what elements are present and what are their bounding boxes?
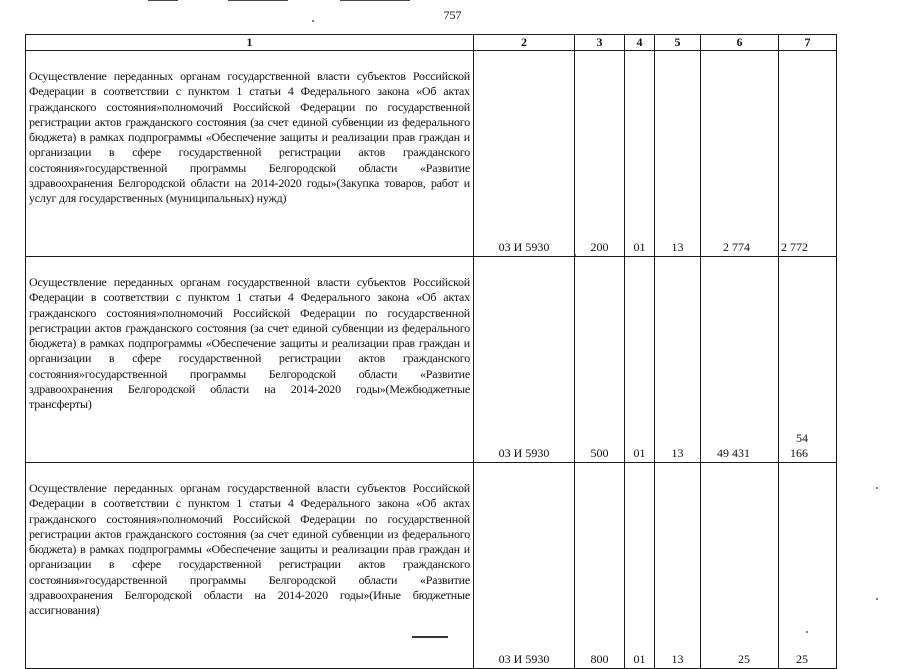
column-header: 6 [701, 35, 779, 51]
scan-edge-mark [340, 0, 410, 1]
scan-edge-mark [148, 0, 178, 1]
page-number: 757 [443, 8, 462, 22]
column-header: 4 [625, 35, 655, 51]
table-row [26, 463, 837, 669]
expense-type-code: 500 [575, 257, 625, 463]
section-code: 01 [625, 463, 655, 669]
column-header: 3 [575, 35, 625, 51]
subsection-code: 13 [655, 51, 701, 257]
scan-speck [876, 487, 878, 489]
expense-type-code: 800 [575, 463, 625, 669]
target-article-code: 03 И 5930 [474, 51, 575, 257]
subsection-code: 13 [655, 257, 701, 463]
header-row [26, 35, 837, 51]
scan-speck [876, 598, 878, 600]
column-header: 5 [655, 35, 701, 51]
budget-table [25, 34, 837, 669]
scan-edge-mark [228, 0, 288, 1]
row-description: Осуществление переданных органам государственной власти субъектов Российской Федерации в соответствии с пунктом 1 статьи 4 Федерального закона «Об актах гражданского состояния»полномочий Российской Федерации по государственной регистрации актов гражданского состояния (за счет единой субвенции из федерального бюджета) в рамках подпрограммы «Обеспечение защиты и реализации прав граждан и организации в сфере государственной регистрации актов гражданского состояния»государственной программы Белгородской области «Развитие здравоохранения Белгородской области на 2014-2020 годы»(Межбюджетные трансферты) [26, 257, 474, 463]
column-header: 1 [26, 35, 474, 51]
subsection-code: 13 [655, 463, 701, 669]
table-row [26, 51, 837, 257]
amount-column-7: 54 166 [779, 257, 837, 463]
amount-column-6: 25 [701, 463, 779, 669]
expense-type-code: 200 [575, 51, 625, 257]
row-description: Осуществление переданных органам государственной власти субъектов Российской Федерации в соответствии с пунктом 1 статьи 4 Федерального закона «Об актах гражданского состояния»полномочий Российской Федерации по государственной регистрации актов гражданского состояния (за счет единой субвенции из федерального бюджета) в рамках подпрограммы «Обеспечение защиты и реализации прав граждан и организации в сфере государственной регистрации актов гражданского состояния»государственной программы Белгородской области «Развитие здравоохранения Белгородской области на 2014-2020 годы»(Закупка товаров, работ и услуг для государственных (муниципальных) нужд) [26, 51, 474, 257]
row-description: Осуществление переданных органам государственной власти субъектов Российской Федерации в соответствии с пунктом 1 статьи 4 Федерального закона «Об актах гражданского состояния»полномочий Российской Федерации по государственной регистрации актов гражданского состояния (за счет единой субвенции из федерального бюджета) в рамках подпрограммы «Обеспечение защиты и реализации прав граждан и организации в сфере государственной регистрации актов гражданского состояния»государственной программы Белгородской области «Развитие здравоохранения Белгородской области на 2014-2020 годы»(Иные бюджетные ассигнования) [26, 463, 474, 669]
amount-column-7: 2 772 [779, 51, 837, 257]
column-header: 7 [779, 35, 837, 51]
amount-column-6: 2 774 [701, 51, 779, 257]
section-code: 01 [625, 51, 655, 257]
amount-column-6: 49 431 [701, 257, 779, 463]
column-header: 2 [474, 35, 575, 51]
target-article-code: 03 И 5930 [474, 463, 575, 669]
amount-column-7: 25 [779, 463, 837, 669]
target-article-code: 03 И 5930 [474, 257, 575, 463]
table-row [26, 257, 837, 463]
section-code: 01 [625, 257, 655, 463]
